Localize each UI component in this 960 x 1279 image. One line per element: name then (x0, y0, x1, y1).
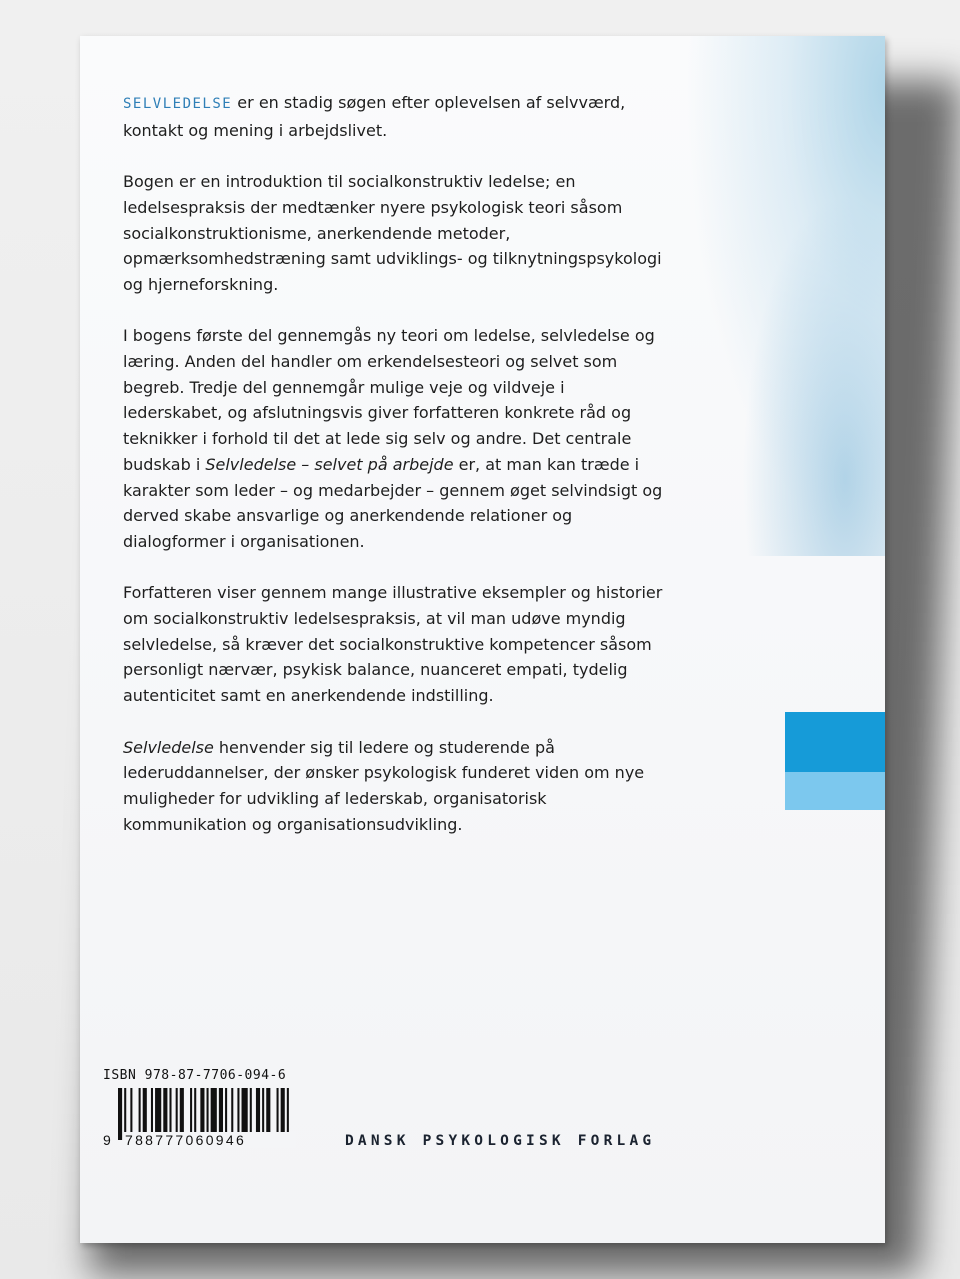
barcode-digits: 788777060946 (124, 1132, 296, 1148)
blue-stripe-light (785, 772, 885, 810)
blurb-paragraph-3 (123, 323, 663, 554)
blurb-lead-word: SELVLEDELSE (123, 96, 233, 112)
publisher-name: DANSK PSYKOLOGISK FORLAG (345, 1133, 656, 1149)
blurb-paragraph-5 (123, 735, 663, 838)
book-title-italic: Selvledelse – selvet på arbejde (205, 454, 454, 474)
blurb-paragraph-3-before: I bogens første del gennemgås ny teori om ledelse, selvledelse og læring. Anden del handler om erkendelsesteori og selvet som begreb. Tredje del gennemgår mulige veje og vildveje i lederskabet, og afslutningsvis giver forfatteren konkrete råd og teknikker i forhold til det at lede sig selv og andre. Det centrale budskab i (123, 326, 655, 474)
sky-decoration (685, 36, 885, 556)
isbn-label: ISBN 978-87-7706-094-6 (103, 1068, 287, 1083)
blurb-paragraph-5-text: henvender sig til ledere og studerende på lederuddannelser, der ønsker psykologisk funderet viden om nye muligheder for udvikling af lederskab, organisatorisk kommunikation og organisationsudvikling. (123, 737, 645, 834)
book-title-short-italic: Selvledelse (123, 737, 214, 757)
blurb-paragraph-1-text: er en stadig søgen efter oplevelsen af selvværd, kontakt og mening i arbejdslivet. (123, 93, 626, 140)
barcode-first-digit: 9 (103, 1132, 111, 1148)
blurb-paragraph-2: Bogen er en introduktion til socialkonstruktiv ledelse; en ledelsespraksis der medtænker nyere psykologisk teori såsom socialkonstruktionisme, anerkendende metoder, opmærksomhedstræning samt udviklings- og tilknytningspsykologi og hjerneforskning. (123, 172, 662, 294)
blurb-paragraph-4: Forfatteren viser gennem mange illustrative eksempler og historier om socialkonstruktiv ledelsespraksis, at vil man udøve myndig selvledelse, så kræver det socialkonstruktive kompetencer såsom personligt nærvær, psykisk balance, nuanceret empati, tydelig autenticitet samt en anerkendende indstilling. (123, 583, 663, 706)
blue-stripe-dark (785, 712, 885, 772)
blurb-paragraph-3-after: er, at man kan træde i karakter som leder – og medarbejder – gennem øget selvindsigt og derved skabe ansvarlige og anerkendende relationer og dialogformer i organisationen. (123, 454, 663, 551)
blurb-text (123, 90, 663, 863)
blurb-paragraph-1 (123, 90, 663, 143)
